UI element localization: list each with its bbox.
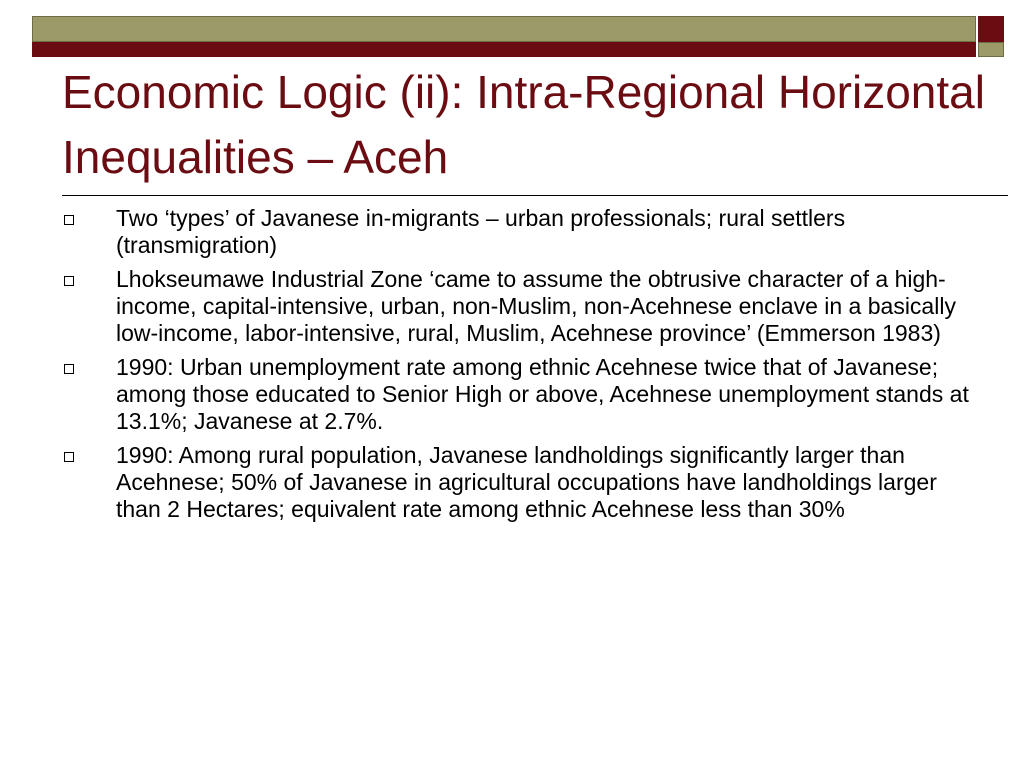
header-corner-block-olive	[978, 42, 1004, 57]
bullet-item	[0, 354, 1024, 435]
header-band-maroon	[32, 42, 976, 57]
header-band-olive	[32, 16, 976, 42]
slide-title: Economic Logic (ii): Intra-Regional Horizontal Inequalities – Aceh	[62, 66, 985, 183]
hollow-square-bullet-icon	[64, 276, 74, 286]
bullet-item	[0, 266, 1024, 347]
header-corner-block-maroon	[978, 16, 1004, 42]
bullet-list	[0, 205, 1024, 530]
hollow-square-bullet-icon	[64, 452, 74, 462]
bullet-text: Lhokseumawe Industrial Zone ‘came to assume the obtrusive character of a high-income, capital-intensive, urban, non-Muslim, non-Acehnese enclave in a basically low-income, labor-intensive, rural, Muslim, Acehnese province’ (Emmerson 1983)	[116, 266, 956, 346]
bullet-text: 1990: Among rural population, Javanese landholdings significantly larger than Acehnese; 50% of Javanese in agricultural occupations have landholdings larger than 2 Hectares; equivalent rate among ethnic Acehnese less than 30%	[116, 442, 937, 522]
bullet-text: Two ‘types’ of Javanese in-migrants – urban professionals; rural settlers (transmigration)	[116, 205, 846, 258]
bullet-item	[0, 442, 1024, 523]
bullet-text: 1990: Urban unemployment rate among ethnic Acehnese twice that of Javanese; among those educated to Senior High or above, Acehnese unemployment stands at 13.1%; Javanese at 2.7%.	[116, 354, 969, 434]
bullet-item	[0, 205, 1024, 259]
hollow-square-bullet-icon	[64, 364, 74, 374]
hollow-square-bullet-icon	[64, 215, 74, 225]
title-divider	[62, 195, 1008, 196]
